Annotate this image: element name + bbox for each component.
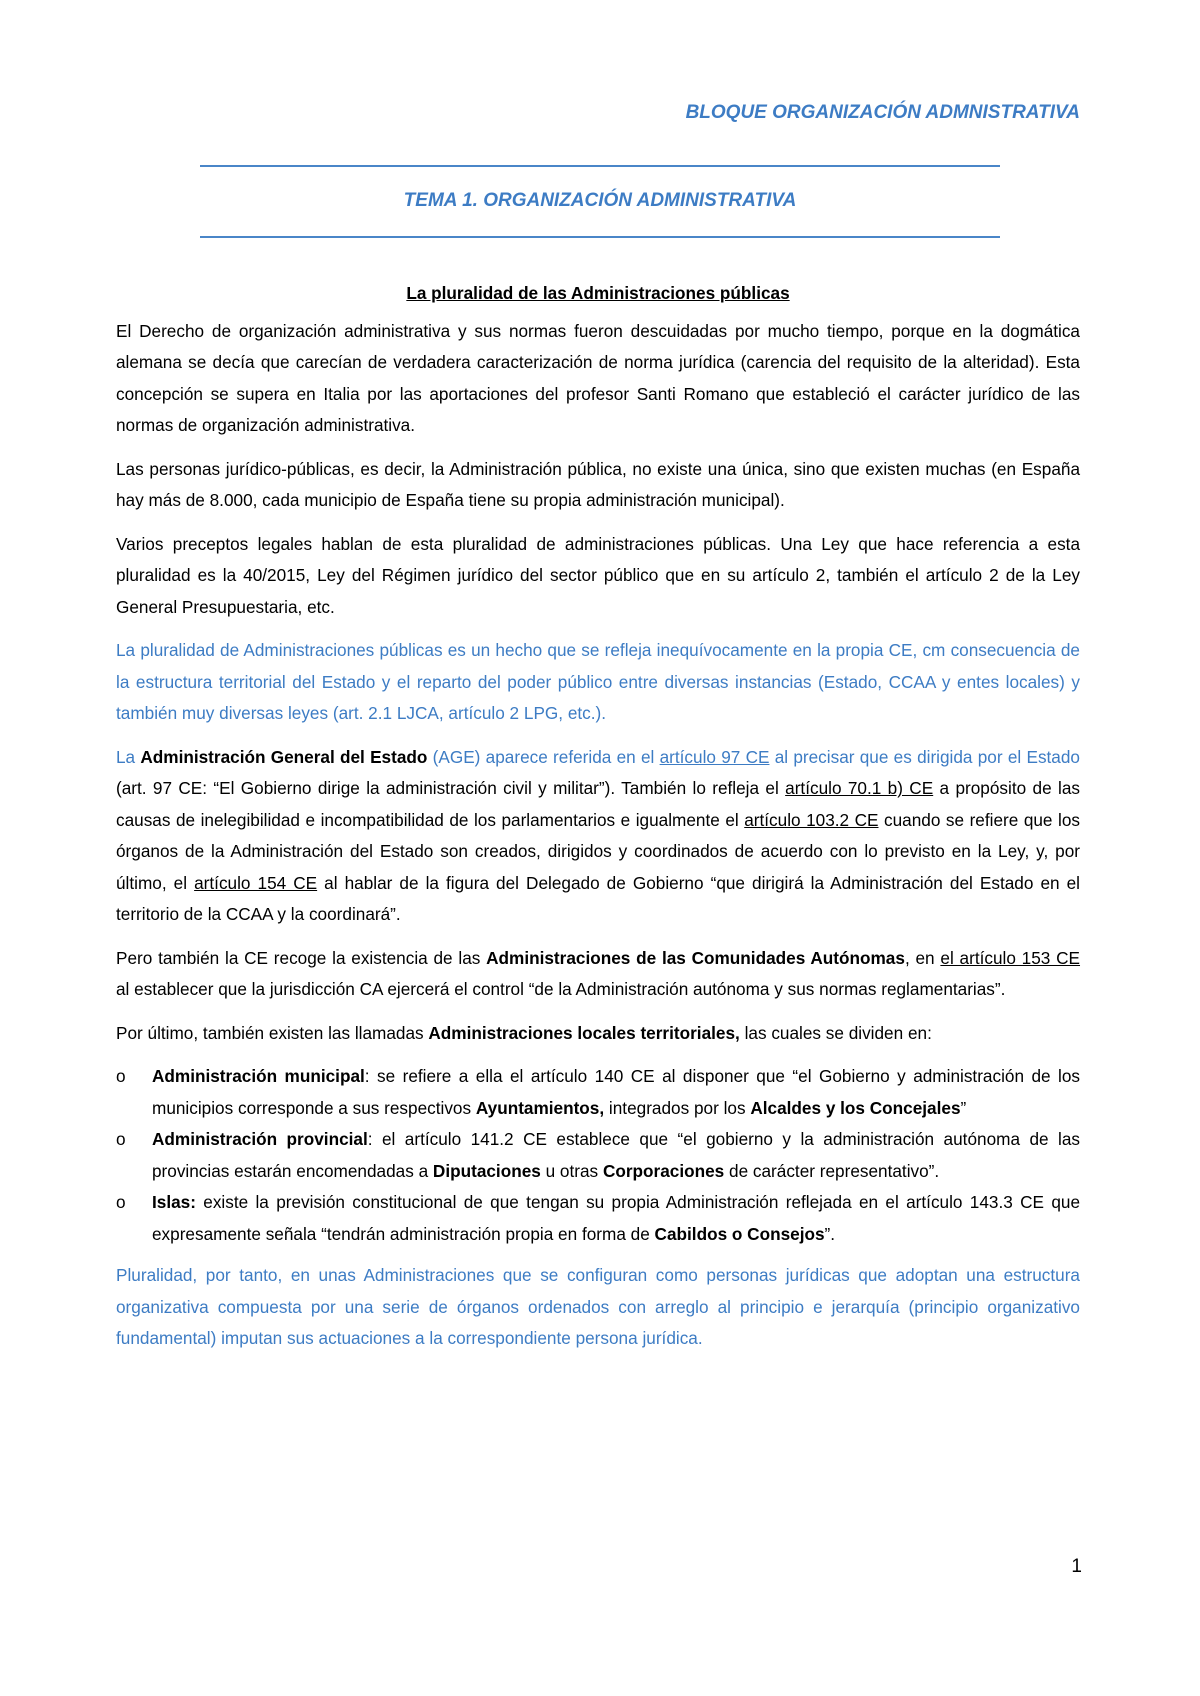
p5-text: (art. 97 CE: “El Gobierno dirige la administración civil y militar”). También lo refleja el: [116, 778, 786, 798]
bullet-list: [116, 1061, 1080, 1250]
title-rule-top: [200, 165, 1000, 167]
paragraph-8: Pluralidad, por tanto, en unas Administraciones que se configuran como personas jurídicas que adoptan una estructura organizativa compuesta por una serie de órganos ordenados con arreglo al principio e jerarquía (principio organizativo fundamental) imputan sus actuaciones a la correspondiente persona jurídica.: [116, 1265, 1080, 1348]
p5-text: a propósito de las causas de inelegibilidad e incompatibilidad de los parlamentarios e igualmente el: [116, 778, 1080, 830]
bullet-marker: o: [116, 1066, 126, 1086]
p5-bold-age: Administración General del Estado: [140, 746, 428, 767]
p7-text: Por último, también existen las llamadas: [116, 1022, 429, 1043]
paragraph-4: La pluralidad de Administraciones públicas es un hecho que se refleja inequívocamente en la propia CE, cm consecuencia de la estructura territorial del Estado y el reparto del poder público entre diversas instancias (Estado, CCAA y entes locales) y también muy diversas leyes (art. 2.1 LJCA, artículo 2 LPG, etc.).: [116, 640, 1080, 723]
p7-text: las cuales se dividen en:: [739, 1022, 932, 1043]
list-bold: Diputaciones: [432, 1160, 541, 1181]
list-bold: Administración municipal: [152, 1066, 365, 1086]
title-rule-bottom: [200, 236, 1000, 238]
section-title: La pluralidad de las Administraciones públicas: [406, 283, 790, 303]
list-text: de carácter representativo”.: [724, 1160, 940, 1181]
p5-ref-art154: artículo 154 CE: [194, 872, 318, 893]
p6-text: al establecer que la jurisdicción CA ejercerá el control “de la Administración autónoma y sus normas reglamentarias”.: [116, 979, 1006, 999]
p5-text: al precisar que es dirigida por el Estado: [769, 746, 1080, 767]
list-text: ”.: [824, 1223, 836, 1244]
bullet-marker: o: [116, 1129, 126, 1149]
page-number: 1: [1071, 1556, 1082, 1577]
p7-bold-locales: Administraciones locales territoriales,: [428, 1022, 740, 1043]
paragraph-2: Las personas jurídico-públicas, es decir, la Administración pública, no existe una única, sino que existen muchas (en España hay más de 8.000, cada municipio de España tiene su propia administración municipal).: [116, 458, 1080, 510]
list-bold: Administración provincial: [152, 1129, 368, 1149]
p6-text: , en: [904, 947, 941, 968]
p5-text: La: [116, 746, 141, 767]
list-text: integrados por los: [604, 1097, 751, 1118]
list-bold: Cabildos o Consejos: [654, 1223, 825, 1244]
document-body: [116, 278, 1080, 1367]
p6-text: Pero también la CE recoge la existencia de las: [116, 947, 487, 968]
paragraph-6: [116, 943, 1080, 1006]
p5-text: (AGE) aparece referida en el: [427, 746, 660, 767]
paragraph-1: El Derecho de organización administrativa y sus normas fueron descuidadas por mucho tiempo, porque en la dogmática alemana se decía que carecían de verdadera caracterización de norma jurídica (carencia del requisito de la alteridad). Esta concepción se supera en Italia por las aportaciones del profesor Santi Romano que estableció el carácter jurídico de las normas de organización administrativa.: [116, 320, 1080, 435]
paragraph-5: [116, 742, 1080, 931]
list-bold: Ayuntamientos,: [475, 1097, 605, 1118]
list-item: [116, 1124, 1080, 1187]
p5-ref-art70: artículo 70.1 b) CE: [785, 778, 934, 798]
p6-ref-art153: el artículo 153 CE: [940, 947, 1081, 968]
list-item: [116, 1187, 1080, 1250]
list-text: : el artículo 141.2 CE establece que “el gobierno y la administración autónoma de las provincias estarán encomendadas a: [152, 1129, 1080, 1181]
list-bold: Corporaciones: [602, 1160, 725, 1181]
list-item: [116, 1061, 1080, 1124]
list-bold: Alcaldes y los Concejales: [750, 1097, 961, 1118]
block-header: BLOQUE ORGANIZACIÓN ADMNISTRATIVA: [685, 102, 1080, 123]
p6-bold-ccaa: Administraciones de las Comunidades Autónomas: [486, 947, 905, 968]
list-bold: Islas:: [152, 1192, 196, 1212]
list-text: : se refiere a ella el artículo 140 CE al disponer que “el Gobierno y administración de los municipios corresponde a sus respectivos: [152, 1066, 1080, 1118]
p5-ref-art97: artículo 97 CE: [659, 746, 770, 767]
list-text: existe la previsión constitucional de que tengan su propia Administración reflejada en el artículo 143.3 CE que expresamente señala “tendrán administración propia en forma de: [152, 1192, 1080, 1244]
paragraph-3: Varios preceptos legales hablan de esta pluralidad de administraciones públicas. Una Ley que hace referencia a esta pluralidad es la 40/2015, Ley del Régimen jurídico del sector público que en su artículo 2, también el artículo 2 de la Ley General Presupuestaria, etc.: [116, 533, 1080, 617]
list-text: u otras: [540, 1160, 603, 1181]
p5-text: al hablar de la figura del Delegado de Gobierno “que dirigirá la Administración del Estado en el territorio de la CCAA y la coordinará”.: [116, 872, 1080, 924]
paragraph-7: [116, 1018, 1080, 1050]
tema-title: TEMA 1. ORGANIZACIÓN ADMINISTRATIVA: [403, 190, 797, 211]
bullet-marker: o: [116, 1192, 126, 1212]
p5-text: cuando se refiere que los órganos de la Administración del Estado son creados, dirigidos y coordinados de acuerdo con lo previsto en la Ley, y, por último, el: [116, 809, 1080, 893]
p5-ref-art103: artículo 103.2 CE: [744, 809, 879, 830]
list-text: ”: [960, 1097, 967, 1118]
